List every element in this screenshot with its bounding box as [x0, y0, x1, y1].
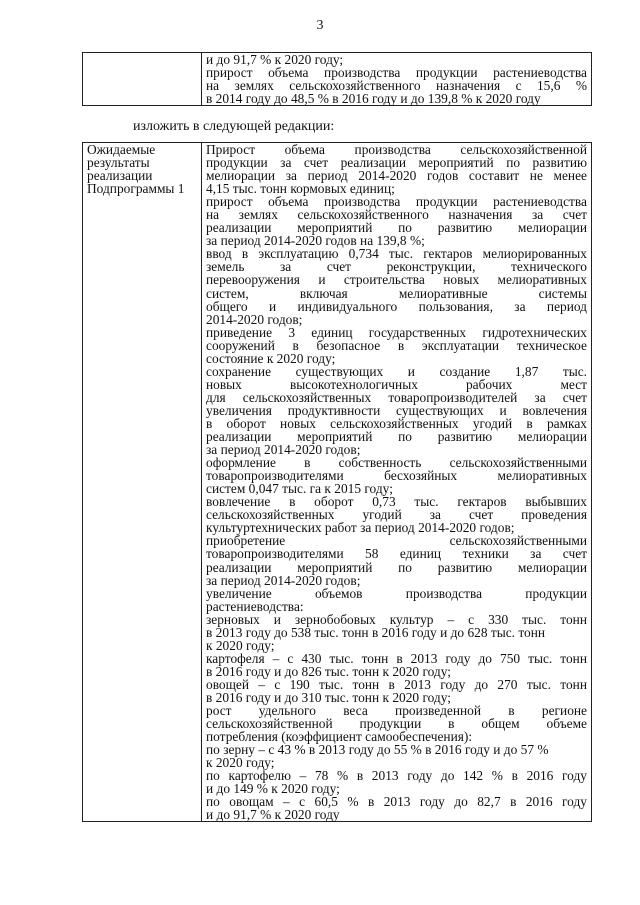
- text-line: культуртехнических работ за период 2014-2020 годов;: [206, 520, 515, 536]
- text-line: увеличение объемов производства продукции: [206, 585, 587, 601]
- text-line: в 2014 году до 48,5 % в 2016 году и до 139,8 % к 2020 году: [206, 91, 541, 107]
- text-line: по зерну – с 43 % в 2013 году до 55 % в 2016 году и до 57 %: [206, 742, 549, 758]
- text-line: по овощам – с 60,5 % в 2013 году до 82,7 в 2016 году: [206, 794, 587, 810]
- text-line: за период 2014-2020 годов на 139,8 %;: [206, 233, 425, 249]
- text-line: в 2016 году и до 310 тыс. тонн к 2020 году;: [206, 689, 451, 705]
- text-line: реализации мероприятий по развитию мелиорации: [206, 559, 587, 575]
- empty-label-cell: [83, 53, 202, 106]
- text-line: земель за счет реконструкции, технического: [206, 259, 587, 275]
- text-line: рост удельного веса произведенной в регионе: [206, 703, 587, 719]
- label-line: Ожидаемые: [87, 142, 156, 157]
- text-line: продукции за счет реализации мероприятий по развитию: [206, 155, 587, 171]
- text-line: реализации мероприятий по развитию мелиорации: [206, 220, 587, 236]
- text-line: систем 0,047 тыс. га к 2015 году;: [206, 481, 393, 497]
- text-line: к 2020 году;: [206, 637, 275, 653]
- text-line: за период 2014-2020 годов;: [206, 572, 361, 588]
- expected-results-table: [82, 142, 592, 822]
- text-line: овощей – с 190 тыс. тонн в 2013 году до 270 тыс. тонн: [206, 676, 587, 692]
- text-line: вовлечение в оборот 0,73 тыс. гектаров выбывших: [206, 494, 587, 510]
- text-line: 4,15 тыс. тонн кормовых единиц;: [206, 181, 395, 197]
- text-line: для сельскохозяйственных товаропроизводителей за счет: [206, 389, 587, 405]
- continued-content-cell: [202, 53, 592, 106]
- text-line: на землях сельскохозяйственного назначения с 15,6 %: [206, 78, 587, 94]
- text-line: состояние к 2020 году;: [206, 350, 336, 366]
- text-line: картофеля – с 430 тыс. тонн в 2013 году до 750 тыс. тонн: [206, 650, 587, 666]
- text-line: сельскохозяйственных угодий за счет проведения: [206, 507, 587, 523]
- text-line: Прирост объема производства сельскохозяйственной: [206, 142, 587, 157]
- text-line: прирост объема производства продукции растениеводства: [206, 65, 587, 81]
- text-line: ввод в эксплуатацию 0,734 тыс. гектаров мелиорированных: [206, 246, 587, 262]
- text-line: потребления (коэффициент самообеспечения):: [206, 729, 473, 745]
- text-line: приобретение сельскохозяйственными: [206, 533, 587, 549]
- text-line: на землях сельскохозяйственного назначения за счет: [206, 207, 587, 223]
- text-line: в оборот новых сельскохозяйственных угодий в рамках: [206, 415, 587, 431]
- text-line: увеличения продуктивности существующих и вовлечения: [206, 402, 587, 418]
- continued-table: [82, 52, 592, 106]
- text-line: перевооружения и строительства новых мелиоративных: [206, 272, 587, 288]
- text-line: к 2020 году;: [206, 755, 275, 771]
- text-line: сельскохозяйственной продукции в общем объеме: [206, 716, 587, 732]
- text-line: в 2013 году до 538 тыс. тонн в 2016 году и до 628 тыс. тонн: [206, 624, 546, 640]
- page-number: 3: [316, 18, 324, 33]
- text-line: товаропроизводителями бесхозяйных мелиоративных: [206, 468, 587, 484]
- text-line: и до 91,7 % к 2020 году: [206, 807, 340, 823]
- text-line: реализации мероприятий по развитию мелиорации: [206, 429, 587, 445]
- text-line: сохранение существующих и создание 1,87 тыс.: [206, 363, 587, 379]
- results-content-cell: [202, 143, 592, 822]
- text-line: новых высокотехнологичных рабочих мест: [206, 376, 587, 392]
- text-line: оформление в собственность сельскохозяйственными: [206, 455, 587, 471]
- text-line: и до 149 % к 2020 году;: [206, 781, 340, 797]
- text-line: и до 91,7 % к 2020 году;: [206, 52, 344, 67]
- text-line: товаропроизводителями 58 единиц техники за счет: [206, 546, 587, 562]
- text-line: растениеводства:: [206, 598, 304, 614]
- intro-text: изложить в следующей редакции:: [133, 119, 335, 134]
- text-line: мелиорации за период 2014-2020 годов составит не менее: [206, 168, 587, 184]
- text-line: по картофелю – 78 % в 2013 году до 142 % в 2016 году: [206, 768, 587, 784]
- text-line: в 2016 году и до 826 тыс. тонн к 2020 году;: [206, 663, 451, 679]
- label-line: Подпрограммы 1: [87, 181, 185, 196]
- label-line: результаты: [87, 155, 150, 170]
- label-line: реализации: [87, 168, 153, 183]
- text-line: систем, включая мелиоративные системы: [206, 285, 587, 301]
- text-line: прирост объема производства продукции растениеводства: [206, 194, 587, 210]
- text-line: общего и индивидуального пользования, за период: [206, 298, 587, 314]
- text-line: за период 2014-2020 годов;: [206, 442, 361, 458]
- text-line: зерновых и зернобобовых культур – с 330 тыс. тонн: [206, 611, 587, 627]
- text-line: приведение 3 единиц государственных гидротехнических: [206, 324, 587, 340]
- text-line: 2014-2020 годов;: [206, 311, 303, 327]
- label-cell: [83, 143, 202, 822]
- text-line: сооружений в безопасное в эксплуатации техническое: [206, 337, 587, 353]
